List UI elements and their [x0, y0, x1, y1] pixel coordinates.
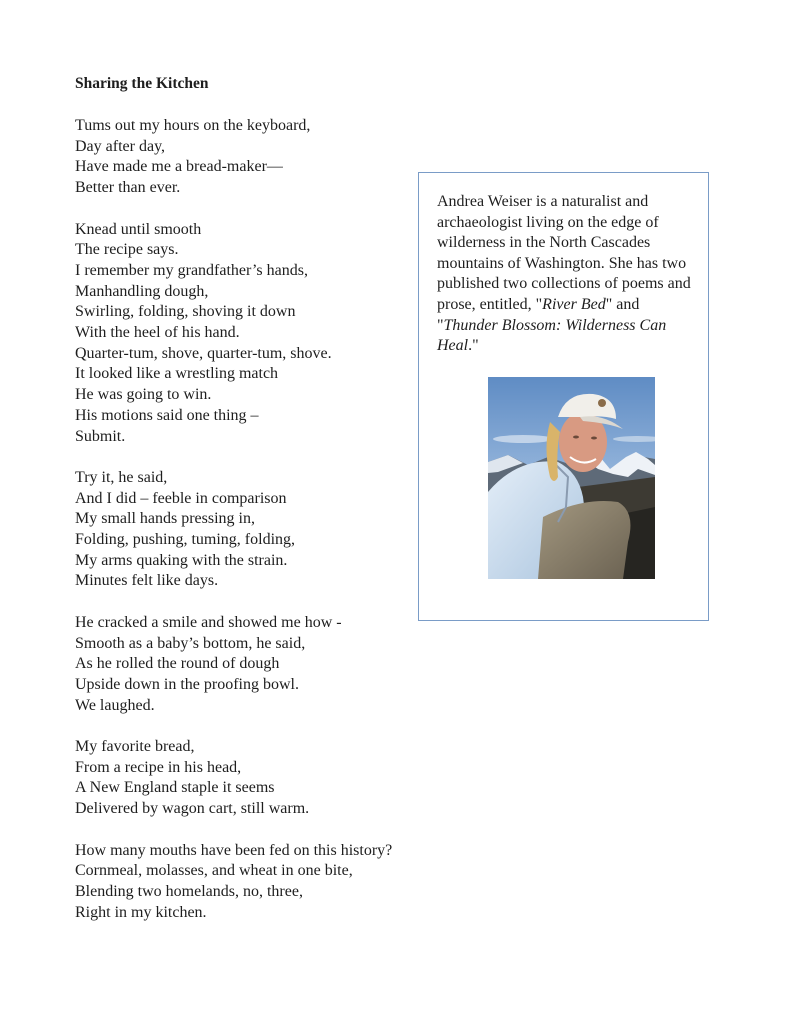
stanza-5: [75, 737, 415, 820]
book-title-river-bed: River Bed: [542, 295, 606, 313]
author-bio-box: [418, 172, 709, 621]
poem-line: As he rolled the round of dough: [75, 655, 280, 673]
poem-line: He cracked a smile and showed me how -: [75, 613, 342, 631]
stanza-3: [75, 468, 415, 592]
poem-line: The recipe says.: [75, 241, 179, 259]
poem-line: Try it, he said,: [75, 468, 168, 486]
book-title-thunder-blossom: Thunder Blossom: Wilderness Can Heal: [437, 316, 667, 355]
poem-line: Cornmeal, molasses, and wheat in one bite,: [75, 862, 353, 880]
poem-line: A New England staple it seems: [75, 779, 275, 797]
poem-line: Delivered by wagon cart, still warm.: [75, 800, 310, 818]
poem-line: Folding, pushing, tuming, folding,: [75, 531, 296, 549]
poem-line: Manhandling dough,: [75, 282, 209, 300]
poem-line: Have made me a bread-maker—: [75, 158, 283, 176]
poem-line: Tums out my hours on the keyboard,: [75, 117, 311, 134]
poem-line: Quarter-tum, shove, quarter-tum, shove.: [75, 344, 332, 362]
stanza-6: [75, 841, 415, 924]
stanza-1: [75, 116, 415, 199]
poem-line: I remember my grandfather’s hands,: [75, 261, 308, 279]
poem-line: His motions said one thing –: [75, 406, 259, 424]
poem-line: Submit.: [75, 427, 126, 445]
poem-line: Knead until smooth: [75, 220, 202, 238]
poem-line: Upside down in the proofing bowl.: [75, 675, 299, 693]
stanza-2: [75, 220, 415, 448]
poem-title: Sharing the Kitchen: [75, 75, 209, 92]
bio-text-middle: " and ": [437, 295, 640, 334]
poem-line: It looked like a wrestling match: [75, 365, 279, 383]
stanza-4: [75, 613, 415, 717]
poem-line: My favorite bread,: [75, 738, 195, 756]
poem-line: From a recipe in his head,: [75, 758, 242, 776]
poem-line: Right in my kitchen.: [75, 903, 207, 921]
poem-line: And I did – feeble in comparison: [75, 489, 287, 507]
poem-line: We laughed.: [75, 696, 155, 714]
poem-line: Swirling, folding, shoving it down: [75, 303, 296, 321]
poem-line: How many mouths have been fed on this history?: [75, 841, 393, 859]
poem-body: [75, 116, 415, 923]
poem: [75, 74, 415, 944]
author-photo: [488, 377, 655, 579]
poem-line: My arms quaking with the strain.: [75, 551, 288, 569]
poem-line: He was going to win.: [75, 386, 212, 404]
poem-line: My small hands pressing in,: [75, 510, 255, 528]
poem-line: Blending two homelands, no, three,: [75, 882, 303, 900]
poem-line: Day after day,: [75, 137, 166, 155]
author-bio-text: [437, 192, 699, 357]
bio-text-before: Andrea Weiser is a naturalist and archaeologist living on the edge of wilderness in the North Cascades mountains of Washington. She has two published two collections of poems and prose, entitled, ": [437, 193, 691, 313]
poem-line: Better than ever.: [75, 179, 181, 197]
poem-line: Smooth as a baby’s bottom, he said,: [75, 634, 306, 652]
poem-line: Minutes felt like days.: [75, 572, 219, 590]
poem-line: With the heel of his hand.: [75, 324, 240, 342]
bio-text-after: .": [468, 337, 479, 355]
